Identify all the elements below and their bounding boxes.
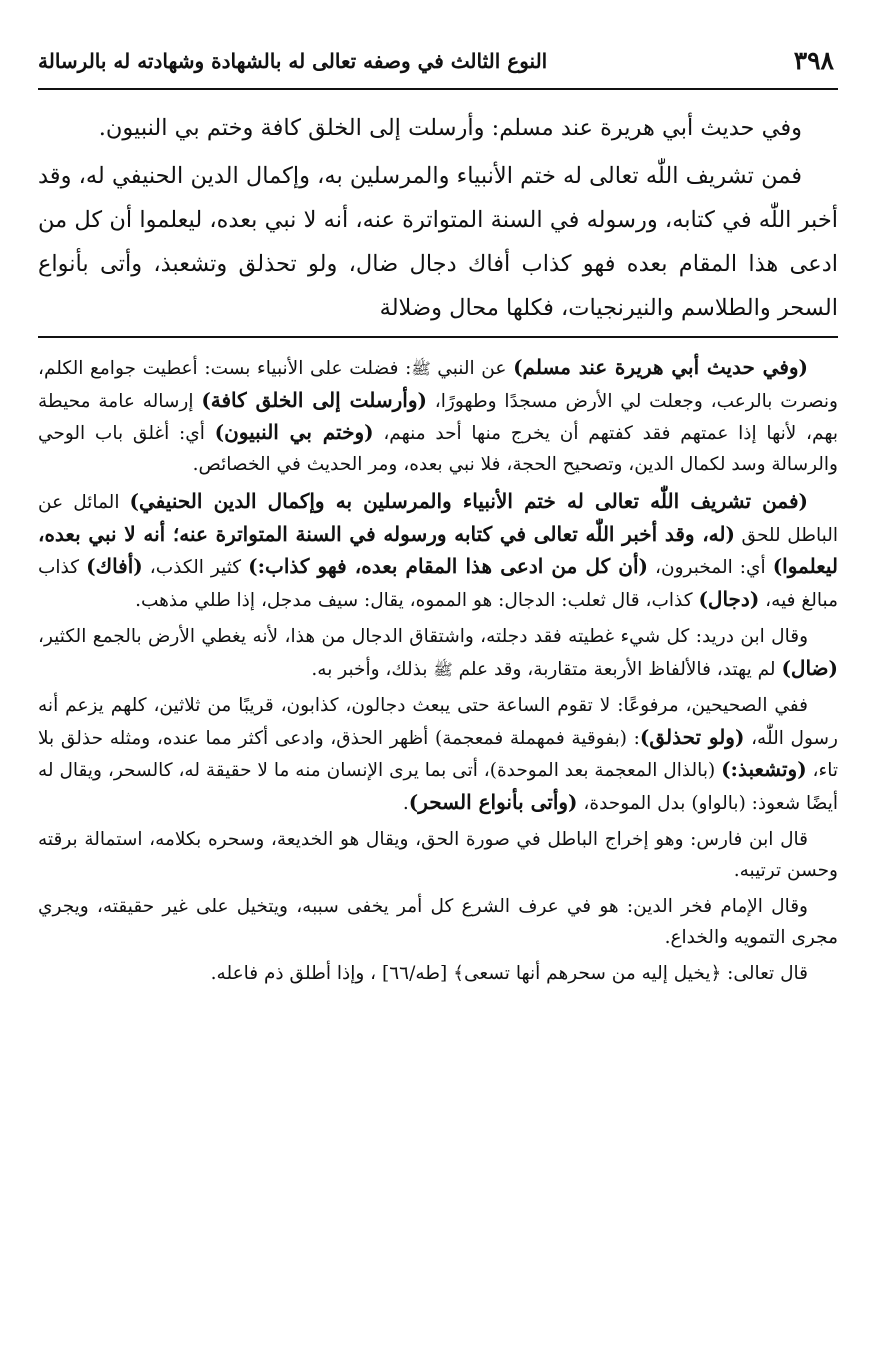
commentary-text: (بالذال المعجمة بعد الموحدة)، أتى بما يرى الإنسان منه ما لا حقيقة له، كالسحر، ويقال له أيضًا شعوذ: (بالواو) بدل الموحدة،	[38, 760, 838, 814]
bold-quote: (وأرسلت إلى الخلق كافة)	[201, 387, 427, 412]
commentary-text: لم يهتد، فالألفاظ الأربعة متقاربة، وقد علم	[452, 658, 782, 680]
commentary-text: المائل عن الباطل للحق	[38, 492, 839, 546]
commentary-text: وقال ابن دريد: كل شيء غطيته فقد دجلته، واشتقاق الدجال من هذا، لأنه يغطي الأرض بالجمع الكثير،	[38, 626, 808, 647]
bold-quote: (وختم بي النبيون)	[214, 420, 374, 444]
bold-quote: (ولو تحذلق)	[639, 724, 745, 749]
bold-quote: (أفاك)	[86, 554, 143, 578]
honorific-symbol: ﷺ	[411, 359, 431, 378]
bold-quote: (دجال)	[698, 586, 760, 611]
commentary-text: : فضلت على الأنبياء بست: أعطيت جوامع الكلم، ونصرت بالرعب، وجعلت لي الأرض مسجدًا وطهورًا،	[38, 358, 838, 412]
commentary-text: أي: أغلق باب الوحي والرسالة وسد لكمال الدين، وتصحيح الحجة، فلا نبي بعده، ومر الحديث في الخصائص.	[38, 423, 838, 475]
commentary-paragraph	[38, 486, 838, 616]
page-header	[38, 44, 838, 90]
bold-quote: (وتشعبذ:)	[721, 757, 807, 781]
honorific-symbol: ﷺ	[433, 659, 453, 679]
commentary-text: .	[402, 792, 409, 814]
bold-quote: (وأتى بأنواع السحر)	[408, 789, 578, 814]
commentary-paragraph	[38, 691, 838, 819]
main-paragraph: فمن تشريف اللّٰه تعالى له ختم الأنبياء والمرسلين به، وإكمال الدين الحنيفي له، وقد أخبر اللّٰه في كتابه، ورسوله في السنة المتواترة عنه، أنه لا نبي بعده، ليعلموا أن كل من ادعى هذا المقام بعده فهو كذاب أفاك دجال ضال، ولو تحذلق وتشعبذ، وأتى بأنواع السحر والطلاسم والنيرنجيات، فكلها محال وضلالة	[38, 163, 838, 321]
commentary-text: كثير الكذب،	[142, 557, 249, 578]
page-number: ٣٩٨	[793, 46, 834, 75]
commentary-text: أي: المخبرون،	[648, 557, 773, 578]
bold-quote: (ضال)	[781, 655, 838, 680]
book-page	[38, 44, 838, 1334]
commentary-text: عن النبي	[430, 358, 514, 379]
commentary-text: بذلك، وأخبر به.	[311, 658, 434, 680]
commentary-paragraph	[38, 622, 838, 685]
bold-quote: (له، وقد أخبر اللّٰه تعالى في كتابه ورسوله في السنة المتواترة عنه؛ أنه لا نبي بعده، ليعلموا)	[38, 521, 838, 578]
commentary-text: كذاب مبالغ فيه،	[38, 557, 838, 611]
commentary	[38, 352, 838, 990]
commentary-paragraph: قال ابن فارس: وهو إخراج الباطل في صورة الحق، ويقال هو الخديعة، وسحره بكلامه، استمالة برقته وحسن ترتيبه.	[38, 829, 838, 881]
running-title: النوع الثالث في وصفه تعالى له بالشهادة وشهادته له بالرسالة	[38, 49, 548, 73]
bold-quote: (وفي حديث أبي هريرة عند مسلم)	[513, 355, 808, 379]
bold-quote: (أن كل من ادعى هذا المقام بعده، فهو كذاب:)	[248, 554, 648, 578]
commentary-text: كذاب، قال ثعلب: الدجال: هو المموه، يقال: سيف مدجل، إذا طلي مذهب.	[135, 589, 699, 611]
commentary-text: إرساله عامة محيطة بهم، لأنها إذا عمتهم فقد كفتهم أن يخرج منها أحد منهم،	[38, 390, 838, 444]
commentary-paragraph: قال تعالى: ﴿يخيل إليه من سحرهم أنها تسعى﴾ [طه/٦٦] ، وإذا أطلق ذم فاعله.	[210, 963, 808, 984]
main-paragraph: وفي حديث أبي هريرة عند مسلم: وأرسلت إلى الخلق كافة وختم بي النبيون.	[98, 115, 802, 141]
commentary-paragraph	[38, 352, 838, 480]
main-text	[38, 106, 838, 330]
commentary-text: : (بفوقية فمهملة فمعجمة) أظهر الحذق، وادعى أكثر مما عنده، ومثله حذلق بلا تاء،	[38, 727, 839, 781]
commentary-paragraph: وقال الإمام فخر الدين: هو في عرف الشرع كل أمر يخفى سببه، ويتخيل على غير حقيقته، ويجري مجرى التمويه والخداع.	[38, 896, 838, 948]
footnote-divider	[38, 336, 838, 338]
commentary-text: ففي الصحيحين، مرفوعًا: لا تقوم الساعة حتى يبعث دجالون، كذابون، قريبًا من ثلاثين، كلهم يزعم أنه رسول اللّٰه،	[38, 695, 838, 749]
bold-quote: (فمن تشريف اللّٰه تعالى له ختم الأنبياء والمرسلين به وإكمال الدين الحنيفي)	[129, 489, 808, 513]
